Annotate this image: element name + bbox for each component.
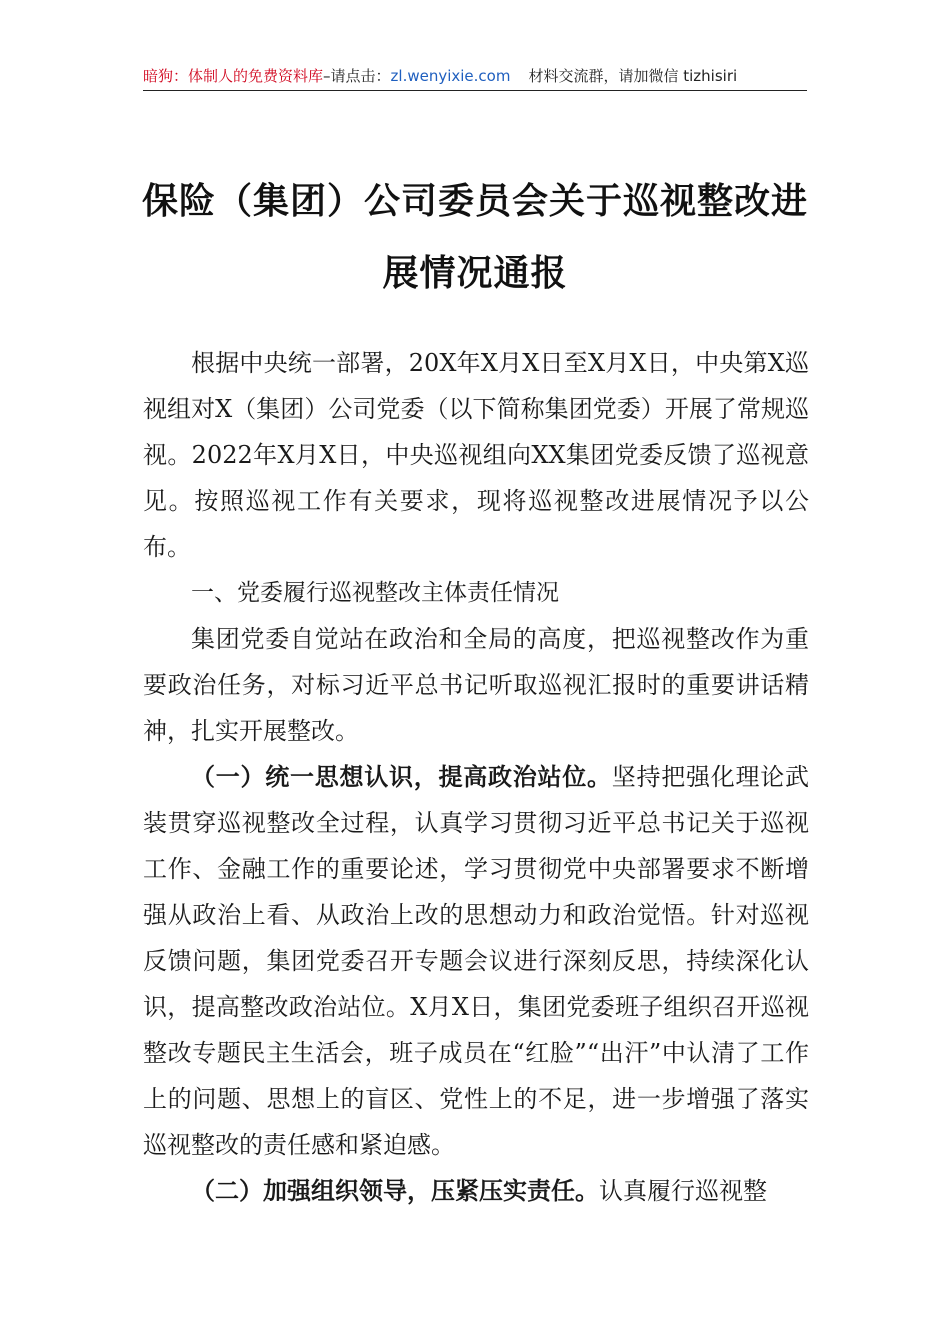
paragraph-section1-intro: 集团党委自觉站在政治和全局的高度，把巡视整改作为重要政治任务，对标习近平总书记听取巡视汇报时的重要讲话精神，扎实开展整改。 — [143, 625, 809, 745]
paragraph-intro: 根据中央统一部署，20X年X月X日至X月X日，中央第X巡视组对X（集团）公司党委（以下简称集团党委）开展了常规巡视。2022年X月X日，中央巡视组向XX集团党委反馈了巡视意见。按照巡视工作有关要求，现将巡视整改进展情况予以公布。 — [143, 349, 809, 561]
page-header — [143, 64, 807, 91]
item-2-lead: （二）加强组织领导，压紧压实责任。 — [191, 1176, 599, 1205]
paragraph-item-1 — [143, 754, 809, 1168]
item-1-text: 坚持把强化理论武装贯穿巡视整改全过程，认真学习贯彻习近平总书记关于巡视工作、金融工作的重要论述，学习贯彻党中央部署要求不断增强从政治上看、从政治上改的思想动力和政治觉悟。针对巡视反馈问题，集团党委召开专题会议进行深刻反思，持续深化认识，提高整改政治站位。X月X日，集团党委班子组织召开巡视整改专题民主生活会，班子成员在“红脸”“出汗”中认清了工作上的问题、思想上的盲区、党性上的不足，进一步增强了落实巡视整改的责任感和紧迫感。 — [143, 763, 809, 1159]
paragraph-item-2 — [143, 1168, 809, 1214]
item-1-lead: （一）统一思想认识，提高政治站位。 — [191, 762, 612, 791]
document-title-line-1: 保险（集团）公司委员会关于巡视整改进 — [141, 181, 808, 222]
header-wechat-group: 材料交流群，请加微信 tizhisiri — [528, 67, 738, 85]
header-site-name[interactable]: 暗狗：体制人的免费资料库 — [143, 67, 324, 85]
document-title-line-2: 展情况通报 — [382, 253, 568, 294]
document-body — [143, 340, 809, 1214]
item-2-text: 认真履行巡视整 — [599, 1177, 767, 1205]
header-prompt: –请点击： — [323, 67, 391, 85]
header-url-link[interactable]: zl.wenyixie.com — [390, 67, 511, 85]
section-heading-1: 一、党委履行巡视整改主体责任情况 — [191, 580, 559, 606]
